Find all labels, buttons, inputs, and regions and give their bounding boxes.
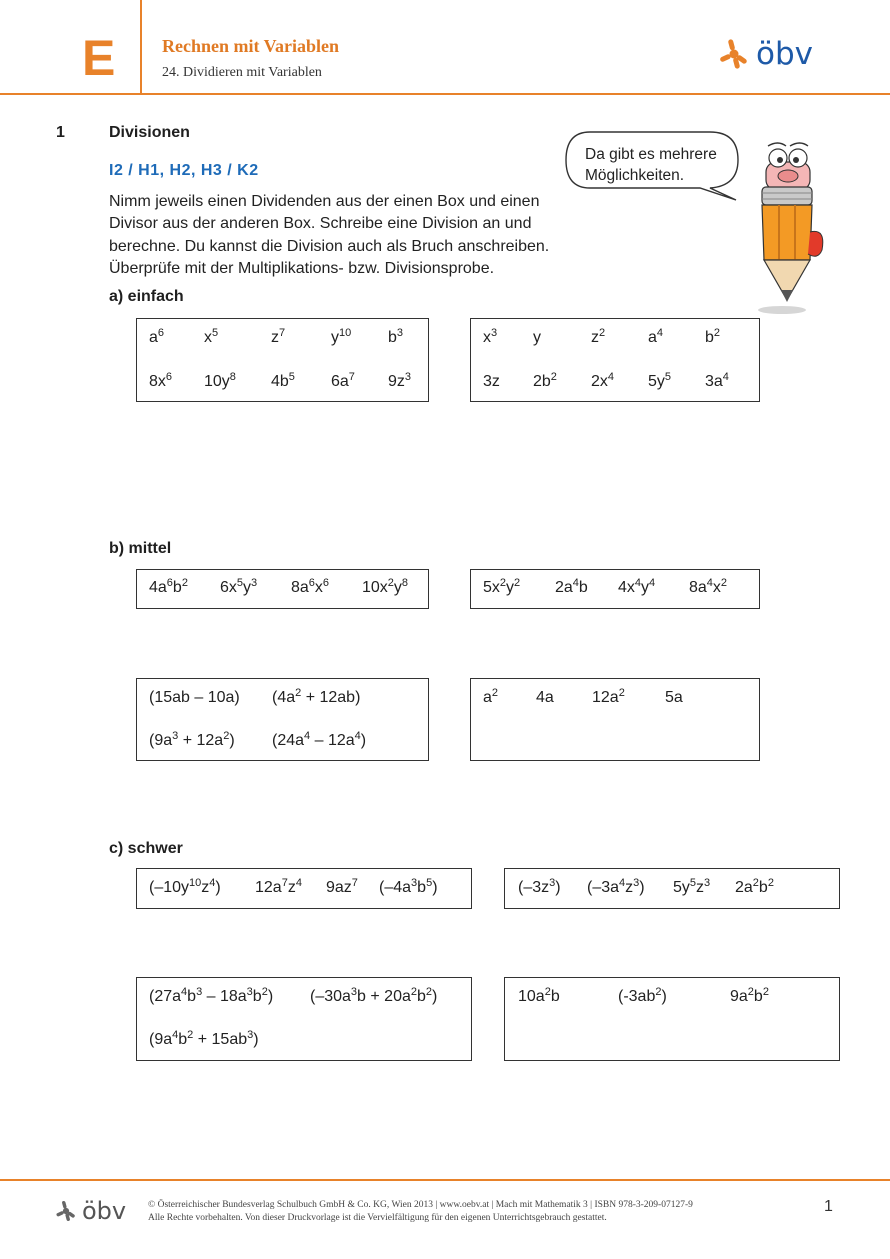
exercise-title: Divisionen [109, 124, 190, 141]
header-divider-horizontal [0, 93, 890, 95]
term: $8x^6$ [149, 371, 173, 390]
obv-star-icon [55, 1200, 77, 1222]
term: $10x^2y^8$ [362, 577, 409, 596]
term: $(24a^4 - 12a^4)$ [272, 730, 367, 749]
section-b-poly-divisor-box [470, 678, 760, 761]
instruction-line: Divisor aus der anderen Box. Schreibe eine Division an und [109, 215, 532, 233]
speech-bubble-text [585, 144, 717, 186]
term: $3a^4$ [705, 371, 729, 390]
term: $b^2$ [705, 327, 721, 346]
term: $2a^4b$ [555, 577, 588, 596]
term: 4a [536, 689, 554, 706]
section-c-divisor-box [504, 868, 840, 909]
term: $(27a^4b^3 - 18a^3b^2)$ [149, 986, 274, 1005]
section-a-divisor-box [470, 318, 760, 402]
term: $12a^7z^4$ [255, 877, 302, 896]
section-b-label: b) mittel [109, 540, 172, 557]
term: $4a^6b^2$ [149, 577, 188, 596]
term: $(9a^3 + 12a^2)$ [149, 730, 235, 749]
term: $(-3z^3)$ [518, 877, 561, 896]
term: $10a^2b$ [518, 986, 560, 1005]
term: $12a^2$ [592, 687, 625, 706]
term: $8a^6x^6$ [291, 577, 330, 596]
term: $5x^2y^2$ [483, 577, 521, 596]
term: $5y^5z^3$ [673, 877, 711, 896]
footer-obv-logo [55, 1197, 126, 1225]
term: $b^3$ [388, 327, 404, 346]
chapter-title: Rechnen mit Variablen [162, 36, 340, 56]
chapter-subtitle: 24. Dividieren mit Variablen [162, 65, 322, 80]
term: $y^{10}$ [331, 327, 352, 346]
term: $(-10y^{10}z^4)$ [149, 877, 221, 896]
term: $(-30a^3b + 20a^2b^2)$ [310, 986, 438, 1005]
term: $4b^5$ [271, 371, 295, 390]
term: $4x^4y^4$ [618, 577, 656, 596]
footer-copyright [148, 1199, 693, 1225]
section-b-dividend-box [136, 569, 429, 609]
instruction-line: berechne. Du kannst die Division auch als Bruch anschreiben. [109, 237, 550, 255]
section-a-dividend-box [136, 318, 429, 402]
page-number: 1 [824, 1198, 833, 1215]
term: (15ab – 10a) [149, 689, 240, 706]
term: 3z [483, 373, 500, 390]
term: $6x^5y^3$ [220, 577, 258, 596]
term: $10y^8$ [204, 371, 236, 390]
term: $a^2$ [483, 687, 499, 706]
section-c-dividend-box [136, 868, 472, 909]
term: $8a^4x^2$ [689, 577, 728, 596]
exercise-number: 1 [56, 124, 65, 141]
term: $(-3a^4z^3)$ [587, 877, 645, 896]
term: $a^6$ [149, 327, 165, 346]
term: $5y^5$ [648, 371, 672, 390]
section-c-label: c) schwer [109, 840, 183, 857]
term: 5a [665, 689, 683, 706]
term: $(4a^2 + 12ab)$ [272, 687, 361, 706]
term: $(9a^4b^2 + 15ab^3)$ [149, 1029, 259, 1048]
term: $9a^2b^2$ [730, 986, 769, 1005]
instruction-line: Überprüfe mit der Multiplikations- bzw. Divisionsprobe. [109, 259, 495, 277]
exercise-instructions [109, 191, 569, 280]
pencil-mascot-icon [748, 132, 844, 318]
section-b-poly-dividend-box [136, 678, 429, 761]
term: $2x^4$ [591, 371, 615, 390]
term: $(-4a^3b^5)$ [379, 877, 438, 896]
term: $2a^2b^2$ [735, 877, 774, 896]
term: y [533, 329, 541, 346]
bubble-line: Möglichkeiten. [585, 167, 685, 184]
obv-logo-text: öbv [756, 36, 813, 72]
rights-line: Alle Rechte vorbehalten. Von dieser Druckvorlage ist die Vervielfältigung für den eigenen Unterrichtsgebrauch gestattet. [148, 1213, 607, 1223]
instruction-line: Nimm jeweils einen Dividenden aus der einen Box und einen [109, 193, 540, 210]
chapter-letter: E [82, 30, 116, 86]
term: $9az^7$ [326, 877, 358, 896]
section-c-poly-divisor-box [504, 977, 840, 1061]
section-a-label: a) einfach [109, 288, 184, 305]
section-c-poly-dividend-box [136, 977, 472, 1061]
term: $(-3ab^2)$ [618, 986, 667, 1005]
term: $z^2$ [591, 327, 606, 346]
competence-codes: I2 / H1, H2, H3 / K2 [109, 162, 259, 179]
term: $z^7$ [271, 327, 286, 346]
footer-divider [0, 1179, 890, 1181]
term: $a^4$ [648, 327, 664, 346]
term: $x^3$ [483, 327, 498, 346]
term: $6a^7$ [331, 371, 355, 390]
copyright-line: © Österreichischer Bundesverlag Schulbuch GmbH & Co. KG, Wien 2013 | www.oebv.at | Mach mit Mathematik 3 | ISBN 978-3-209-07127-9 [148, 1200, 693, 1210]
footer-logo-text: öbv [82, 1197, 127, 1225]
header-divider-vertical [140, 0, 142, 94]
term: $2b^2$ [533, 371, 557, 390]
bubble-line: Da gibt es mehrere [585, 146, 717, 163]
term: $9z^3$ [388, 371, 412, 390]
term: $x^5$ [204, 327, 219, 346]
section-b-divisor-box [470, 569, 760, 609]
obv-star-icon [718, 38, 750, 70]
obv-logo [718, 38, 813, 70]
